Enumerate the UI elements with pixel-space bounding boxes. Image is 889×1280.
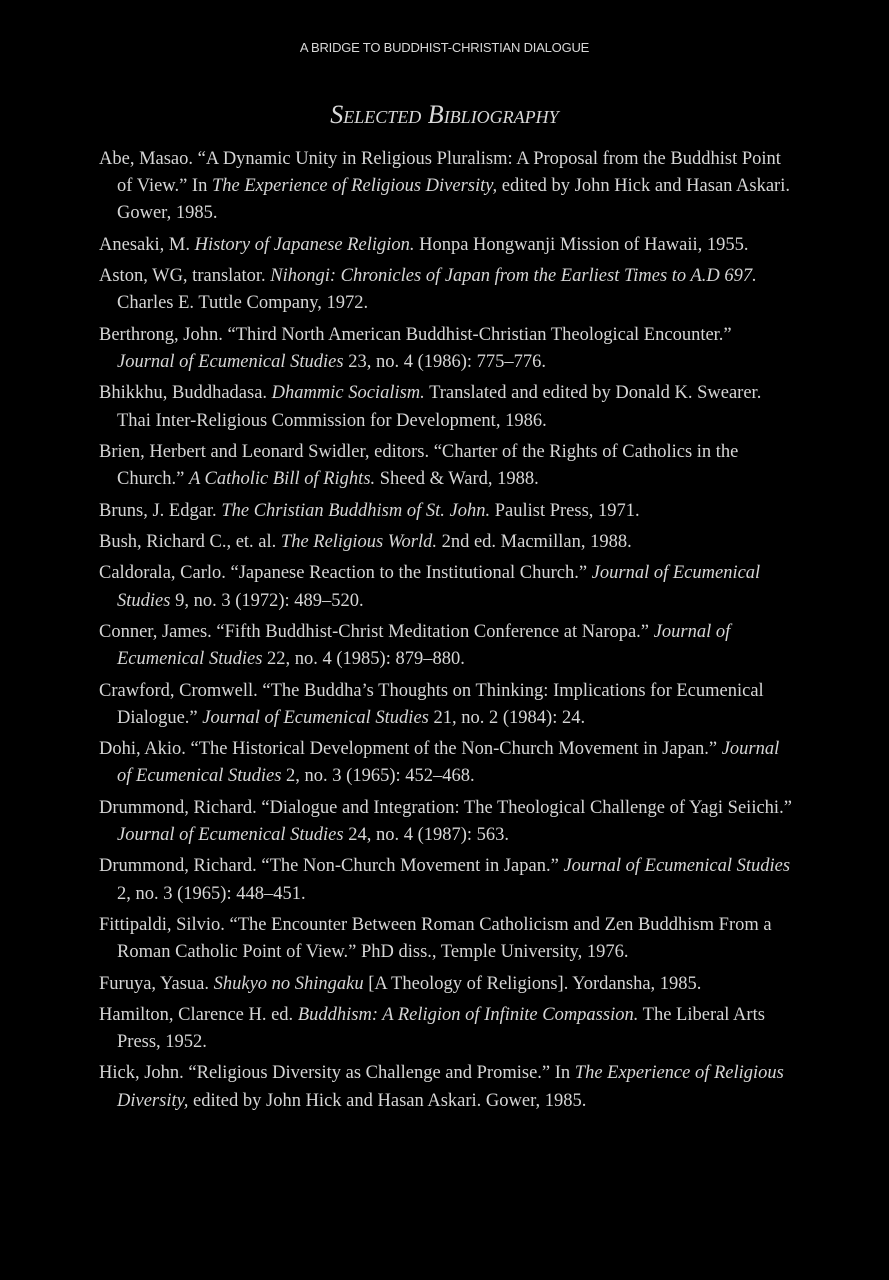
- entry-text: Bush, Richard C., et. al.: [99, 531, 281, 552]
- bibliography-entry: [99, 560, 793, 614]
- bibliography-entry: [99, 678, 793, 732]
- entry-title-italic: Journal of Ecumenical Studies: [117, 621, 731, 670]
- entry-title-italic: Nihongi: Chronicles of Japan from the Earliest Times to A.D 697.: [270, 266, 757, 287]
- entry-text: 21, no. 2 (1984): 24.: [428, 707, 586, 728]
- bibliography-entry: [99, 912, 793, 966]
- bibliography-entry: [99, 1060, 793, 1114]
- entry-title-italic: The Experience of Religious Diversity,: [211, 176, 498, 197]
- entry-title-italic: Journal of Ecumenical Studies: [117, 563, 761, 611]
- entry-text: [A Theology of Religions]. Yordansha, 1985.: [363, 973, 702, 994]
- entry-text: Honpa Hongwanji Mission of Hawaii, 1955.: [414, 234, 749, 255]
- entry-text: Sheed & Ward, 1988.: [375, 469, 539, 490]
- entry-title-italic: Dhammic Socialism.: [271, 383, 425, 404]
- entry-text: Aston, WG, translator.: [99, 266, 271, 287]
- entry-text: Furuya, Yasua.: [99, 973, 214, 994]
- entry-text: Drummond, Richard. “Dialogue and Integration: The Theological Challenge of Yagi Seiichi.”: [99, 797, 792, 818]
- entry-text: Bruns, J. Edgar.: [99, 500, 222, 521]
- entry-text: Fittipaldi, Silvio. “The Encounter Between Roman Catholicism and Zen Buddhism From a Roman Catholic Point of View.” PhD diss., Temple University, 1976.: [99, 914, 772, 963]
- bibliography-entry: [99, 263, 793, 317]
- entry-text: Translated and edited by Donald K. Swearer. Thai Inter-Religious Commission for Development, 1986.: [117, 383, 762, 431]
- bibliography-entry: [99, 380, 793, 434]
- entry-text: Dohi, Akio. “The Historical Development of the Non-Church Movement in Japan.”: [99, 739, 722, 760]
- bibliography-list: [99, 146, 793, 1119]
- entry-text: Berthrong, John. “Third North American Buddhist-Christian Theological Encounter.”: [99, 324, 732, 345]
- bibliography-entry: [99, 232, 793, 259]
- entry-text: 24, no. 4 (1987): 563.: [343, 824, 510, 845]
- bibliography-entry: [99, 439, 793, 493]
- entry-text: Charles E. Tuttle Company, 1972.: [117, 293, 369, 314]
- entry-title-italic: Journal of Ecumenical Studies: [117, 739, 780, 787]
- bibliography-entry: [99, 795, 793, 849]
- entry-text: 2, no. 3 (1965): 452–468.: [281, 766, 475, 787]
- entry-text: 2, no. 3 (1965): 448–451.: [117, 883, 306, 904]
- entry-title-italic: Shukyo no Shingaku: [213, 973, 364, 994]
- entry-text: Conner, James. “Fifth Buddhist-Christ Meditation Conference at Naropa.”: [99, 621, 654, 642]
- entry-title-italic: Journal of Ecumenical Studies: [563, 856, 791, 877]
- bibliography-entry: [99, 322, 793, 376]
- entry-title-italic: Journal of Ecumenical Studies: [117, 351, 344, 372]
- entry-title-italic: History of Japanese Religion.: [194, 234, 415, 255]
- entry-text: Hick, John. “Religious Diversity as Challenge and Promise.” In: [99, 1063, 575, 1084]
- entry-title-italic: The Christian Buddhism of St. John.: [221, 500, 491, 521]
- bibliography-entry: [99, 619, 793, 673]
- entry-text: edited by John Hick and Hasan Askari. Gower, 1985.: [117, 176, 790, 224]
- entry-title-italic: Journal of Ecumenical Studies: [117, 824, 344, 845]
- running-header: A BRIDGE TO BUDDHIST-CHRISTIAN DIALOGUE: [299, 40, 590, 55]
- entry-text: Paulist Press, 1971.: [490, 500, 640, 521]
- entry-text: Abe, Masao. “A Dynamic Unity in Religious Pluralism: A Proposal from the Buddhist Point of View.” In: [99, 149, 781, 197]
- section-title: Selected Bibliography: [330, 100, 559, 129]
- entry-text: Drummond, Richard. “The Non-Church Movement in Japan.”: [99, 856, 564, 877]
- entry-text: 9, no. 3 (1972): 489–520.: [170, 590, 364, 611]
- entry-text: Brien, Herbert and Leonard Swidler, editors. “Charter of the Rights of Catholics in the Church.”: [99, 441, 739, 490]
- entry-title-italic: A Catholic Bill of Rights.: [188, 469, 376, 490]
- entry-title-italic: The Religious World.: [280, 531, 437, 552]
- bibliography-entry: [99, 529, 793, 556]
- entry-text: Crawford, Cromwell. “The Buddha’s Thoughts on Thinking: Implications for Ecumenical Dialogue.”: [99, 680, 764, 728]
- bibliography-entry: [99, 1002, 793, 1056]
- entry-text: 2nd ed. Macmillan, 1988.: [436, 531, 632, 552]
- bibliography-entry: [99, 853, 793, 907]
- bibliography-entry: [99, 736, 793, 790]
- entry-title-italic: Journal of Ecumenical Studies: [202, 707, 429, 728]
- entry-text: edited by John Hick and Hasan Askari. Gower, 1985.: [188, 1090, 587, 1111]
- entry-text: Caldorala, Carlo. “Japanese Reaction to the Institutional Church.”: [99, 563, 592, 584]
- bibliography-entry: [99, 498, 793, 525]
- entry-title-italic: Buddhism: A Religion of Infinite Compassion.: [297, 1004, 639, 1025]
- entry-text: Hamilton, Clarence H. ed.: [99, 1004, 298, 1025]
- entry-text: 23, no. 4 (1986): 775–776.: [343, 351, 547, 372]
- bibliography-entry: [99, 146, 793, 228]
- bibliography-entry: [99, 971, 793, 998]
- entry-text: Bhikkhu, Buddhadasa.: [99, 383, 272, 404]
- entry-text: The Liberal Arts Press, 1952.: [117, 1004, 765, 1053]
- entry-text: 22, no. 4 (1985): 879–880.: [262, 649, 465, 670]
- entry-text: Anesaki, M.: [99, 234, 195, 255]
- entry-title-italic: The Experience of Religious Diversity,: [117, 1063, 784, 1111]
